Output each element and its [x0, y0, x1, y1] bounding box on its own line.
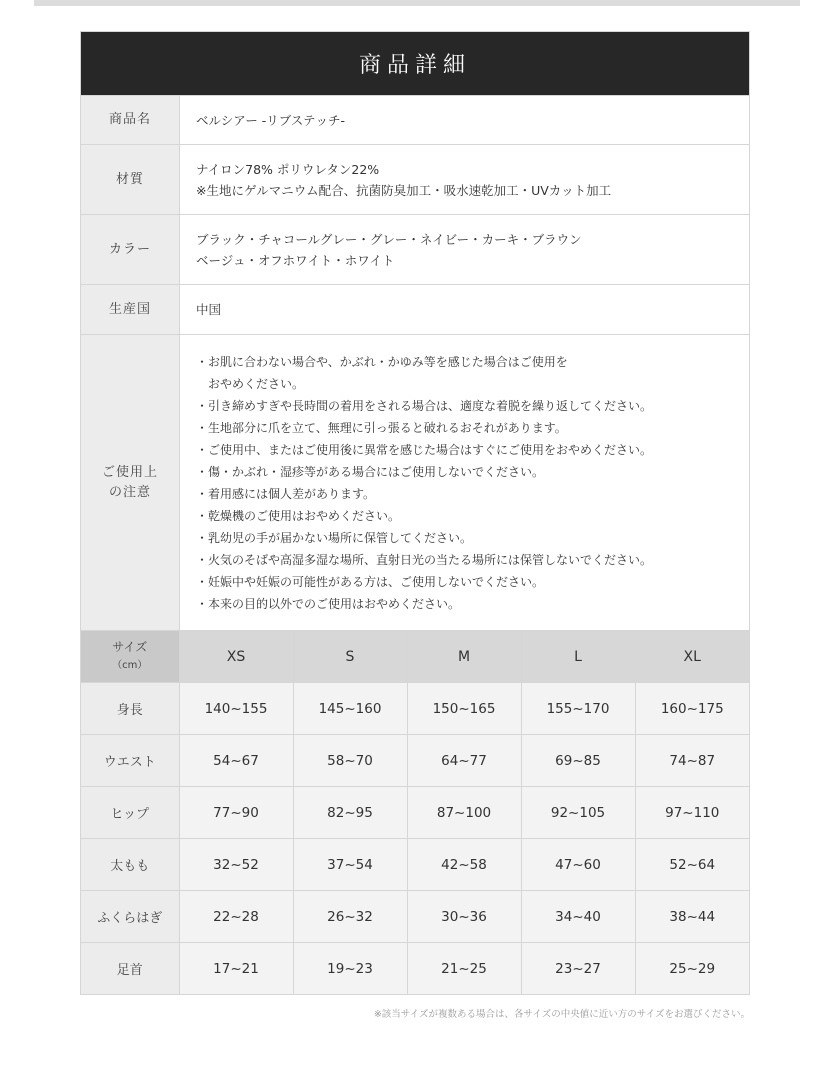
caution-item: ・乳幼児の手が届かない場所に保管してください。	[196, 530, 473, 545]
size-cell: 19~23	[293, 943, 407, 995]
size-row-label: ヒップ	[81, 787, 179, 839]
size-cell: 22~28	[179, 891, 293, 943]
caution-label-line: の注意	[108, 484, 151, 500]
size-cell: 58~70	[293, 735, 407, 787]
size-header-row	[81, 631, 749, 683]
size-cell: 30~36	[407, 891, 521, 943]
size-cell: 32~52	[179, 839, 293, 891]
size-cell: 26~32	[293, 891, 407, 943]
size-cell: 21~25	[407, 943, 521, 995]
size-header-l: L	[521, 631, 635, 683]
color-value	[180, 215, 749, 284]
size-row-height	[81, 683, 749, 735]
size-row-label: 足首	[81, 943, 179, 995]
material-label: 材質	[81, 145, 180, 214]
size-cell: 97~110	[635, 787, 749, 839]
size-cell: 17~21	[179, 943, 293, 995]
product-name-row	[81, 95, 749, 144]
product-detail-card	[80, 31, 750, 995]
caution-item: ・本来の目的以外でのご使用はおやめください。	[196, 596, 461, 611]
country-value: 中国	[196, 302, 222, 317]
caution-list	[180, 335, 749, 630]
size-header-m: M	[407, 631, 521, 683]
size-cell: 92~105	[521, 787, 635, 839]
size-cell: 34~40	[521, 891, 635, 943]
size-cell: 38~44	[635, 891, 749, 943]
product-name-value: ベルシアー -リブステッチ-	[196, 112, 346, 128]
size-row-hip	[81, 787, 749, 839]
color-label: カラー	[81, 215, 180, 284]
size-row-label: 太もも	[81, 839, 179, 891]
size-row-calf	[81, 891, 749, 943]
color-line: ベージュ・オフホワイト・ホワイト	[196, 252, 395, 268]
top-divider	[34, 0, 800, 6]
size-cell: 150~165	[407, 683, 521, 735]
caution-item: ・お肌に合わない場合や、かぶれ・かゆみ等を感じた場合はご使用を	[196, 354, 568, 369]
material-line: ナイロン78% ポリウレタン22%	[196, 161, 380, 177]
caution-item: ・火気のそばや高湿多湿な場所、直射日光の当たる場所には保管しないでください。	[196, 552, 653, 567]
section-title: 商品詳細	[358, 53, 471, 78]
size-cell: 54~67	[179, 735, 293, 787]
size-row-thigh	[81, 839, 749, 891]
size-corner-label: サイズ	[112, 640, 148, 654]
color-row	[81, 214, 749, 284]
caution-item: ・着用感には個人差があります。	[196, 486, 376, 501]
size-row-label: ふくらはぎ	[81, 891, 179, 943]
size-cell: 74~87	[635, 735, 749, 787]
caution-item: ・傷・かぶれ・湿疹等がある場合にはご使用しないでください。	[196, 464, 545, 479]
material-line: ※生地にゲルマニウム配合、抗菌防臭加工・吸水速乾加工・UVカット加工	[196, 182, 612, 198]
size-header-s: S	[293, 631, 407, 683]
material-value	[180, 145, 749, 214]
size-cell: 145~160	[293, 683, 407, 735]
caution-item: ・妊娠中や妊娠の可能性がある方は、ご使用しないでください。	[196, 574, 545, 589]
size-cell: 23~27	[521, 943, 635, 995]
size-cell: 69~85	[521, 735, 635, 787]
caution-item: おやめください。	[208, 376, 305, 391]
size-cell: 160~175	[635, 683, 749, 735]
size-footnote: ※該当サイズが複数ある場合は、各サイズの中央値に近い方のサイズをお選びください。	[373, 1009, 750, 1020]
caution-item: ・引き締めすぎや長時間の着用をされる場合は、適度な着脱を繰り返してください。	[196, 398, 653, 413]
size-row-label: 身長	[81, 683, 179, 735]
size-cell: 87~100	[407, 787, 521, 839]
size-row-waist	[81, 735, 749, 787]
size-cell: 52~64	[635, 839, 749, 891]
size-row-ankle	[81, 943, 749, 995]
size-corner-unit: （cm）	[112, 660, 148, 671]
size-cell: 64~77	[407, 735, 521, 787]
size-cell: 42~58	[407, 839, 521, 891]
size-header-xl: XL	[635, 631, 749, 683]
size-cell: 77~90	[179, 787, 293, 839]
product-name-label: 商品名	[81, 96, 180, 144]
caution-item: ・生地部分に爪を立て、無理に引っ張ると破れるおそれがあります。	[196, 420, 567, 435]
size-header-xs: XS	[179, 631, 293, 683]
material-row	[81, 144, 749, 214]
caution-label	[81, 335, 180, 630]
size-table	[81, 630, 749, 994]
country-row	[81, 284, 749, 334]
size-row-label: ウエスト	[81, 735, 179, 787]
caution-row	[81, 334, 749, 630]
size-cell: 37~54	[293, 839, 407, 891]
caution-item: ・ご使用中、またはご使用後に異常を感じた場合はすぐにご使用をおやめください。	[196, 442, 653, 457]
caution-item: ・乾燥機のご使用はおやめください。	[196, 508, 401, 523]
size-cell: 155~170	[521, 683, 635, 735]
caution-label-line: ご使用上	[101, 464, 158, 480]
country-label: 生産国	[81, 285, 180, 334]
size-cell: 82~95	[293, 787, 407, 839]
color-line: ブラック・チャコールグレー・グレー・ネイビー・カーキ・ブラウン	[196, 231, 582, 247]
size-cell: 25~29	[635, 943, 749, 995]
section-header	[81, 32, 749, 95]
size-cell: 140~155	[179, 683, 293, 735]
size-corner-header	[81, 631, 179, 683]
size-cell: 47~60	[521, 839, 635, 891]
